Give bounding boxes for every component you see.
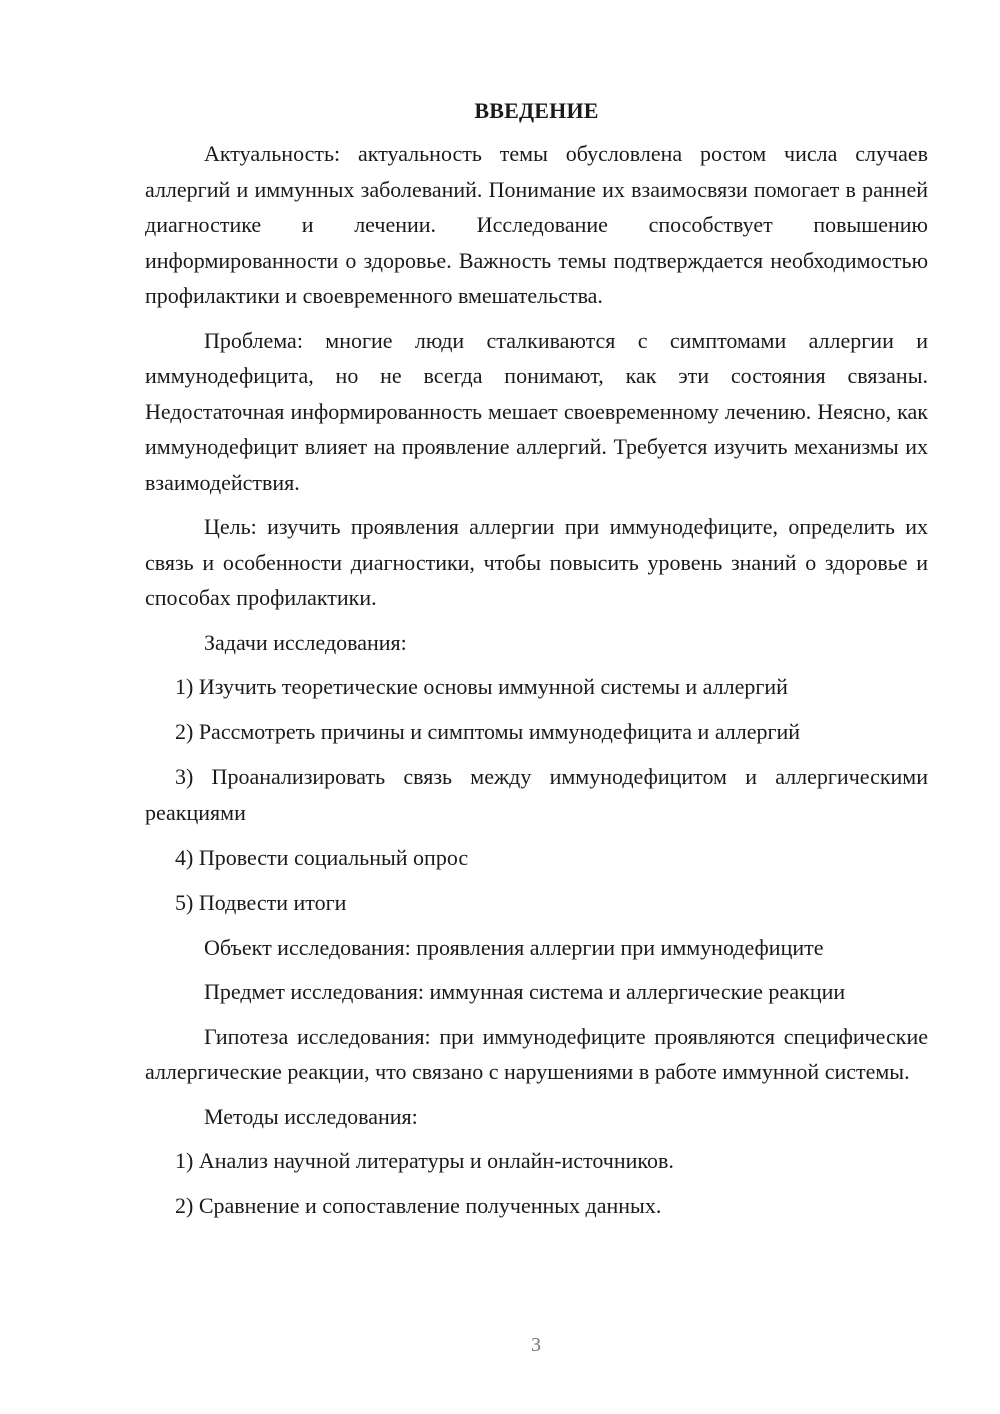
task-item-3: 3) Проанализировать связь между иммунодефицитом и аллергическими реакциями — [145, 764, 928, 825]
page-number: 3 — [531, 1334, 541, 1356]
subject-paragraph: Предмет исследования: иммунная система и аллергические реакции — [204, 979, 846, 1004]
task-item-2: 2) Рассмотреть причины и симптомы иммунодефицита и аллергий — [175, 719, 801, 744]
goal-paragraph: Цель: изучить проявления аллергии при иммунодефиците, определить их связь и особенности диагностики, чтобы повысить уровень знаний о здоровье и способах профилактики. — [145, 514, 928, 610]
task-item-4: 4) Провести социальный опрос — [175, 844, 469, 870]
method-item-2: 2) Сравнение и сопоставление полученных данных. — [175, 1193, 662, 1218]
methods-title: Методы исследования: — [204, 1103, 418, 1129]
section-heading: ВВЕДЕНИЕ — [474, 98, 599, 123]
object-paragraph: Объект исследования: проявления аллергии при иммунодефиците — [204, 934, 824, 960]
tasks-title: Задачи исследования: — [204, 629, 407, 655]
relevance-paragraph: Актуальность: актуальность темы обусловлена ростом числа случаев аллергий и иммунных заболеваний. Понимание их взаимосвязи помогает в ранней диагностике и лечении. Исследование способствует повышению информированности о здоровье. Важность темы подтверждается необходимостью профилактики и своевременного вмешательства. — [145, 141, 928, 308]
document-page — [145, 96, 928, 1233]
method-item-1: 1) Анализ научной литературы и онлайн-источников. — [175, 1148, 674, 1173]
task-item-5: 5) Подвести итоги — [175, 889, 347, 915]
hypothesis-paragraph: Гипотеза исследования: при иммунодефиците проявляются специфические аллергические реакции, что связано с нарушениями в работе иммунной системы. — [145, 1023, 928, 1084]
problem-paragraph: Проблема: многие люди сталкиваются с симптомами аллергии и иммунодефицита, но не всегда понимают, как эти состояния связаны. Недостаточная информированность мешает своевременному лечению. Неясно, как иммунодефицит влияет на проявление аллергий. Требуется изучить механизмы их взаимодействия. — [145, 327, 928, 495]
task-item-1: 1) Изучить теоретические основы иммунной системы и аллергий — [175, 674, 788, 699]
